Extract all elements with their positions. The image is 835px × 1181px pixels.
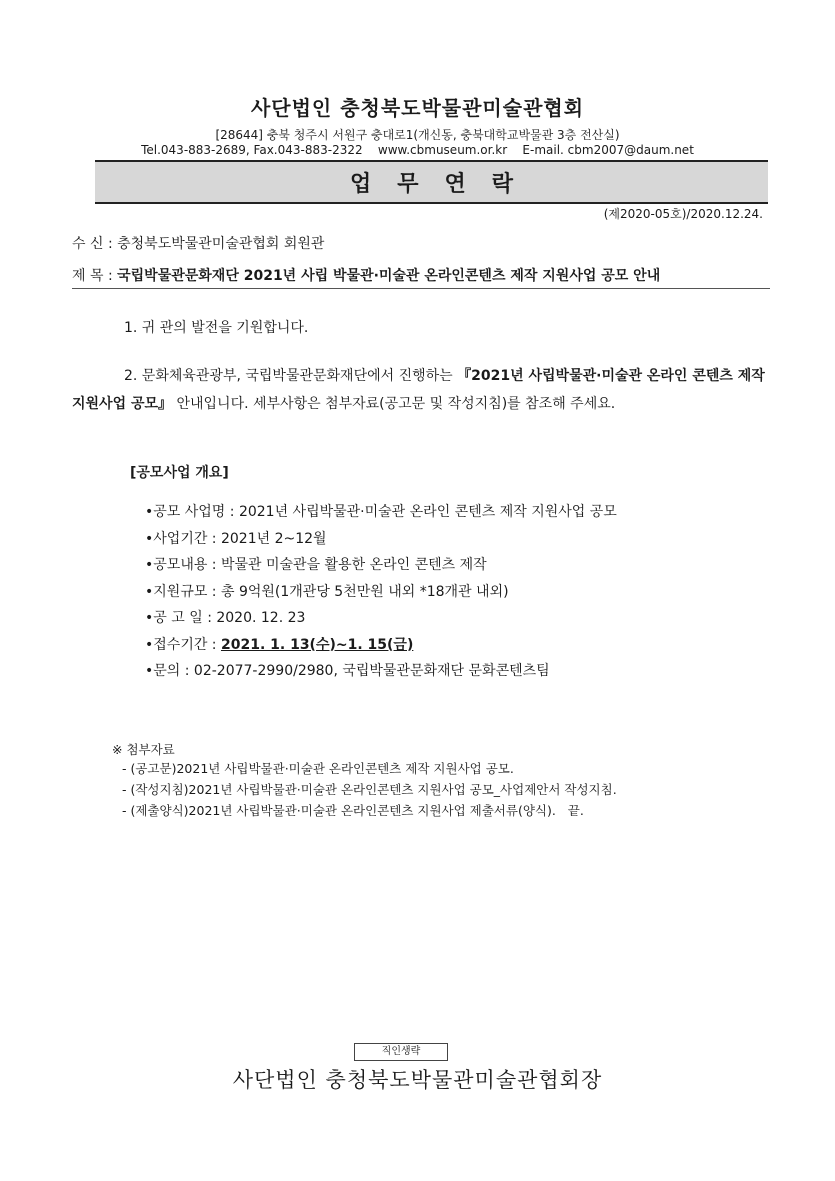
paragraph-2 [72,362,770,418]
overview-item: • 지원규모 : 총 9억원(1개관당 5천만원 내외 *18개관 내외) [145,580,617,607]
paragraph-1: 1. 귀 관의 발전을 기원합니다. [124,320,309,336]
banner-title: 업무연락 [349,171,539,197]
paragraph-2-intro: 2. 문화체육관광부, 국립박물관문화재단에서 진행하는 [124,368,458,384]
overview-heading: [공모사업 개요] [130,465,229,481]
attachment-item: - (작성지침)2021년 사립박물관·미술관 온라인콘텐츠 지원사업 공모_사업제안서 작성지침. [122,782,617,797]
recipient-row [72,233,324,253]
paragraph-2-outro: 안내입니다. 세부사항은 첨부자료(공고문 및 작성지침)를 참조해 주세요. [172,396,616,412]
recipient-value: 충청북도박물관미술관협회 회원관 [117,236,325,252]
overview-list [145,500,617,686]
overview-item: • 공 고 일 : 2020. 12. 23 [145,606,617,633]
deadline-label: 접수기간 : [153,636,221,653]
document-type-banner [95,160,768,204]
attachments-heading: ※ 첨부자료 [112,742,175,757]
signature-line: 사단법인 충청북도박물관미술관협회장 [232,1068,603,1092]
program-title: 『2021년 사립박물관·미술관 온라인 콘텐츠 제작 지원사업 공모』 [72,368,765,412]
header-divider [72,288,770,289]
overview-item-deadline [145,633,617,660]
subject-value: 국립박물관문화재단 2021년 사립 박물관·미술관 온라인콘텐츠 제작 지원사업 공모 안내 [117,268,661,284]
subject-row [72,265,660,285]
contact-line: Tel.043-883-2689, Fax.043-883-2322 www.cbmuseum.or.kr E-mail. cbm2007@daum.net [141,143,694,157]
subject-label: 제 목 : [72,268,113,284]
attachment-item: - (공고문)2021년 사립박물관·미술관 온라인콘텐츠 제작 지원사업 공모. [122,761,514,776]
seal-omitted-box: 직인생략 [354,1043,448,1061]
deadline-value: 2021. 1. 13(수)~1. 15(금) [220,636,414,653]
attachment-item: - (제출양식)2021년 사립박물관·미술관 온라인콘텐츠 지원사업 제출서류(양식). 끝. [122,803,584,818]
org-title: 사단법인 충청북도박물관미술관협회 [250,96,585,120]
overview-item: • 공모내용 : 박물관 미술관을 활용한 온라인 콘텐츠 제작 [145,553,617,580]
overview-item: • 사업기간 : 2021년 2~12월 [145,527,617,554]
recipient-label: 수 신 : [72,236,113,252]
document-number: (제2020-05호)/2020.12.24. [603,207,763,221]
overview-item-contact: • 문의 : 02-2077-2990/2980, 국립박물관문화재단 문화콘텐츠팀 [145,659,617,686]
address-line: [28644] 충북 청주시 서원구 충대로1(개신동, 충북대학교박물관 3층 전산실) [215,128,620,142]
overview-item: • 공모 사업명 : 2021년 사립박물관·미술관 온라인 콘텐츠 제작 지원사업 공모 [145,500,617,527]
attachments-list [122,758,617,821]
